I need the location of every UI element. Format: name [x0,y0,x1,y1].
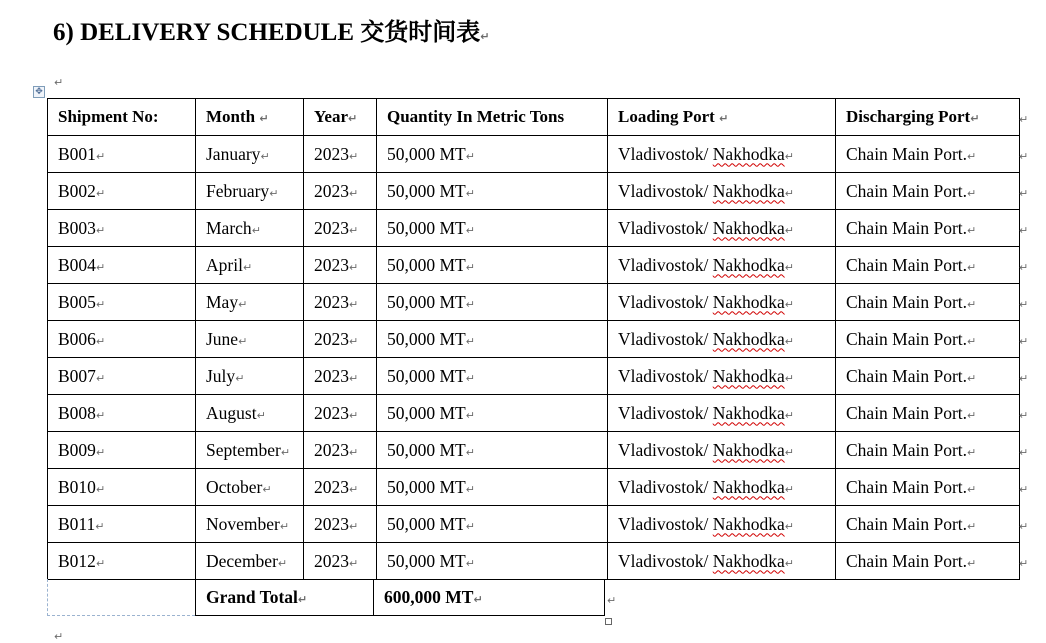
cell-end-mark: ↵ [967,297,977,311]
cell-year[interactable]: 2023↵ [304,395,377,432]
cell-loading-port[interactable]: Vladivostok/ Nakhodka↵ [608,358,836,395]
spellcheck-flagged-word[interactable]: Nakhodka [712,291,785,312]
table-row [48,506,1020,543]
cell-year[interactable]: 2023↵ [304,210,377,247]
cell-end-mark: ↵ [269,186,279,200]
grand-total-empty-cell[interactable] [48,579,196,616]
cell-loading-port[interactable]: Vladivostok/ Nakhodka↵ [608,210,836,247]
cell-end-mark: ↵ [967,519,977,533]
cell-end-mark: ↵ [784,519,794,533]
cell-shipment-no[interactable]: B003↵ [48,210,196,247]
cell-year[interactable]: 2023↵ [304,321,377,358]
cell-month[interactable]: January↵ [196,136,304,173]
row-end-mark: ↵ [1019,520,1029,533]
grand-total-value-cell[interactable]: 600,000 MT↵ [374,579,605,616]
cell-end-mark: ↵ [784,223,794,237]
cell-end-mark: ↵ [95,297,106,311]
cell-end-mark: ↵ [465,556,475,570]
row-end-mark: ↵ [1019,557,1029,570]
grand-total-row [48,579,605,616]
table-body [48,136,1020,580]
spellcheck-flagged-word[interactable]: Nakhodka [712,476,785,497]
table-row [48,358,1020,395]
header-month[interactable]: Month ↵ [196,99,304,136]
cell-quantity[interactable]: 50,000 MT↵ [377,173,608,210]
cell-end-mark: ↵ [967,149,977,163]
cell-discharging-port[interactable]: Chain Main Port.↵ [836,247,1020,284]
cell-shipment-no[interactable]: B012↵ [48,543,196,580]
cell-end-mark: ↵ [238,334,248,348]
cell-quantity[interactable]: 50,000 MT↵ [377,506,608,543]
cell-end-mark: ↵ [279,519,290,533]
row-end-mark: ↵ [1019,113,1029,126]
cell-end-mark: ↵ [465,482,475,496]
cell-end-mark: ↵ [465,223,475,237]
title-text: 6) DELIVERY SCHEDULE [53,19,361,46]
cell-end-mark: ↵ [277,556,288,570]
spellcheck-flagged-word[interactable]: Nakhodka [712,217,785,238]
row-end-mark: ↵ [1019,150,1029,163]
cell-quantity[interactable]: 50,000 MT↵ [377,469,608,506]
cell-loading-port[interactable]: Vladivostok/ Nakhodka↵ [608,284,836,321]
header-loading-port[interactable]: Loading Port ↵ [608,99,836,136]
row-end-mark: ↵ [1019,483,1029,496]
cell-shipment-no[interactable]: B006↵ [48,321,196,358]
cell-shipment-no[interactable]: B008↵ [48,395,196,432]
table-move-handle-icon[interactable]: ✥ [33,86,45,98]
cell-discharging-port[interactable]: Chain Main Port.↵ [836,210,1020,247]
cell-end-mark: ↵ [349,149,359,163]
row-end-mark: ↵ [1019,446,1029,459]
cell-end-mark: ↵ [967,186,977,200]
spellcheck-flagged-word[interactable]: Nakhodka [712,365,785,386]
row-end-mark: ↵ [1019,298,1029,311]
row-end-mark: ↵ [1019,409,1029,422]
header-shipment-no[interactable]: Shipment No: [48,99,196,136]
cell-year[interactable]: 2023↵ [304,432,377,469]
cell-end-mark: ↵ [235,371,245,385]
cell-month[interactable]: August↵ [196,395,304,432]
cell-loading-port[interactable]: Vladivostok/ Nakhodka↵ [608,432,836,469]
cell-shipment-no[interactable]: B004↵ [48,247,196,284]
cell-end-mark: ↵ [784,297,794,311]
cell-end-mark: ↵ [784,186,794,200]
table-row [48,543,1020,580]
cell-loading-port[interactable]: Vladivostok/ Nakhodka↵ [608,506,836,543]
cell-shipment-no[interactable]: B005↵ [48,284,196,321]
cell-year[interactable]: 2023↵ [304,247,377,284]
row-end-mark: ↵ [1019,372,1029,385]
cell-loading-port[interactable]: Vladivostok/ Nakhodka↵ [608,321,836,358]
cell-end-mark: ↵ [967,408,977,422]
table-row [48,284,1020,321]
cell-end-mark: ↵ [349,260,359,274]
cell-year[interactable]: 2023↵ [304,506,377,543]
cell-end-mark: ↵ [95,334,106,348]
cell-month[interactable]: April↵ [196,247,304,284]
cell-end-mark: ↵ [349,297,359,311]
cell-end-mark: ↵ [238,297,248,311]
page-title [53,12,490,47]
cell-quantity[interactable]: 50,000 MT↵ [377,321,608,358]
cell-year[interactable]: 2023↵ [304,136,377,173]
cell-discharging-port[interactable]: Chain Main Port.↵ [836,395,1020,432]
spellcheck-flagged-word[interactable]: Nakhodka [712,513,785,534]
cell-end-mark: ↵ [349,186,359,200]
row-end-mark: ↵ [1019,187,1029,200]
cell-end-mark: ↵ [465,519,475,533]
table-row [48,247,1020,284]
paragraph-mark: ↵ [54,630,64,643]
cell-loading-port[interactable]: Vladivostok/ Nakhodka↵ [608,469,836,506]
cell-loading-port[interactable]: Vladivostok/ Nakhodka↵ [608,247,836,284]
cell-end-mark: ↵ [967,482,977,496]
cell-discharging-port[interactable]: Chain Main Port.↵ [836,506,1020,543]
cell-end-mark: ↵ [349,223,359,237]
table-row [48,469,1020,506]
cell-month[interactable]: July↵ [196,358,304,395]
row-end-mark: ↵ [1019,224,1029,237]
cell-month[interactable]: May↵ [196,284,304,321]
paragraph-mark: ↵ [480,30,490,43]
row-end-mark: ↵ [1019,335,1029,348]
cell-quantity[interactable]: 50,000 MT↵ [377,432,608,469]
cell-discharging-port[interactable]: Chain Main Port.↵ [836,432,1020,469]
cell-end-mark: ↵ [242,260,253,274]
cell-end-mark: ↵ [95,149,106,163]
cell-discharging-port[interactable]: Chain Main Port.↵ [836,136,1020,173]
cell-loading-port[interactable]: Vladivostok/ Nakhodka↵ [608,395,836,432]
cell-quantity[interactable]: 50,000 MT↵ [377,543,608,580]
cell-discharging-port[interactable]: Chain Main Port.↵ [836,358,1020,395]
cell-end-mark: ↵ [349,334,359,348]
cell-end-mark: ↵ [95,445,106,459]
cell-loading-port[interactable]: Vladivostok/ Nakhodka↵ [608,136,836,173]
table-header-row [48,99,1020,136]
cell-shipment-no[interactable]: B001↵ [48,136,196,173]
cell-loading-port[interactable]: Vladivostok/ Nakhodka↵ [608,543,836,580]
grand-total-value: 600,000 MT [384,586,474,607]
cell-end-mark: ↵ [95,408,106,422]
cell-end-mark: ↵ [967,260,977,274]
cell-end-mark: ↵ [349,482,359,496]
spellcheck-flagged-word[interactable]: Nakhodka [712,328,785,349]
cell-end-mark: ↵ [784,482,794,496]
cell-end-mark: ↵ [784,334,794,348]
cell-month[interactable]: March↵ [196,210,304,247]
grand-total-table [47,579,605,616]
cell-end-mark: ↵ [251,223,261,237]
cell-shipment-no[interactable]: B010↵ [48,469,196,506]
cell-end-mark: ↵ [784,260,794,274]
cell-end-mark: ↵ [784,445,794,459]
table-row [48,395,1020,432]
cell-end-mark: ↵ [967,223,977,237]
cell-end-mark: ↵ [967,556,977,570]
cell-month[interactable]: June↵ [196,321,304,358]
cell-quantity[interactable]: 50,000 MT↵ [377,395,608,432]
delivery-schedule-table [47,98,1020,580]
cell-shipment-no[interactable]: B009↵ [48,432,196,469]
cell-end-mark: ↵ [349,556,359,570]
cell-end-mark: ↵ [280,445,291,459]
cell-quantity[interactable]: 50,000 MT↵ [377,247,608,284]
cell-month[interactable]: September↵ [196,432,304,469]
table-row [48,432,1020,469]
cell-year[interactable]: 2023↵ [304,358,377,395]
cell-end-mark: ↵ [465,297,475,311]
cell-end-mark: ↵ [256,408,266,422]
table-resize-handle[interactable] [605,618,612,625]
cell-shipment-no[interactable]: B007↵ [48,358,196,395]
cell-shipment-no[interactable]: B011↵ [48,506,196,543]
table-row [48,173,1020,210]
cell-end-mark: ↵ [784,371,794,385]
cell-quantity[interactable]: 50,000 MT↵ [377,284,608,321]
spellcheck-flagged-word[interactable]: Nakhodka [712,439,785,460]
cell-end-mark: ↵ [465,334,475,348]
cell-month[interactable]: October↵ [196,469,304,506]
cell-end-mark: ↵ [95,223,106,237]
spellcheck-flagged-word[interactable]: Nakhodka [712,180,785,201]
cell-end-mark: ↵ [784,408,794,422]
cell-discharging-port[interactable]: Chain Main Port.↵ [836,173,1020,210]
cell-end-mark: ↵ [967,371,977,385]
cell-month[interactable]: December↵ [196,543,304,580]
cell-end-mark: ↵ [262,482,272,496]
spellcheck-flagged-word[interactable]: Nakhodka [712,143,785,164]
cell-discharging-port[interactable]: Chain Main Port.↵ [836,469,1020,506]
table-row [48,321,1020,358]
cell-end-mark: ↵ [95,482,106,496]
cell-discharging-port[interactable]: Chain Main Port.↵ [836,284,1020,321]
cell-end-mark: ↵ [95,519,105,533]
cell-end-mark: ↵ [95,371,106,385]
spellcheck-flagged-word[interactable]: Nakhodka [712,254,785,275]
title-cjk-text: 交货时间表 [360,18,481,46]
cell-year[interactable]: 2023↵ [304,284,377,321]
cell-end-mark: ↵ [465,260,475,274]
table-row [48,136,1020,173]
cell-quantity[interactable]: 50,000 MT↵ [377,358,608,395]
cell-shipment-no[interactable]: B002↵ [48,173,196,210]
cell-end-mark: ↵ [349,408,359,422]
cell-end-mark: ↵ [465,445,475,459]
cell-end-mark: ↵ [967,334,977,348]
table-row [48,210,1020,247]
cell-end-mark: ↵ [349,445,359,459]
cell-end-mark: ↵ [95,186,106,200]
cell-month[interactable]: November↵ [196,506,304,543]
header-discharging-port[interactable]: Discharging Port↵ [836,99,1020,136]
cell-end-mark: ↵ [784,149,794,163]
cell-discharging-port[interactable]: Chain Main Port.↵ [836,321,1020,358]
cell-end-mark: ↵ [349,371,359,385]
cell-end-mark: ↵ [465,186,475,200]
cell-quantity[interactable]: 50,000 MT↵ [377,210,608,247]
spellcheck-flagged-word[interactable]: Nakhodka [712,550,785,571]
paragraph-mark: ↵ [54,76,64,89]
cell-quantity[interactable]: 50,000 MT↵ [377,136,608,173]
header-quantity[interactable]: Quantity In Metric Tons [377,99,608,136]
spellcheck-flagged-word[interactable]: Nakhodka [712,402,785,423]
cell-end-mark: ↵ [465,371,475,385]
cell-end-mark: ↵ [95,556,106,570]
cell-end-mark: ↵ [967,445,977,459]
cell-year[interactable]: 2023↵ [304,173,377,210]
cell-end-mark: ↵ [465,149,475,163]
cell-end-mark: ↵ [784,556,794,570]
cell-end-mark: ↵ [349,519,359,533]
cell-loading-port[interactable]: Vladivostok/ Nakhodka↵ [608,173,836,210]
cell-end-mark: ↵ [465,408,475,422]
cell-month[interactable]: February↵ [196,173,304,210]
cell-end-mark: ↵ [260,149,270,163]
grand-total-label-cell[interactable]: Grand Total↵ [196,579,374,616]
cell-end-mark: ↵ [95,260,106,274]
row-end-mark: ↵ [1019,261,1029,274]
cell-discharging-port[interactable]: Chain Main Port.↵ [836,543,1020,580]
cell-year[interactable]: 2023↵ [304,469,377,506]
row-end-mark: ↵ [607,594,617,607]
header-year[interactable]: Year↵ [304,99,377,136]
grand-total-label: Grand Total [206,586,298,607]
cell-year[interactable]: 2023↵ [304,543,377,580]
